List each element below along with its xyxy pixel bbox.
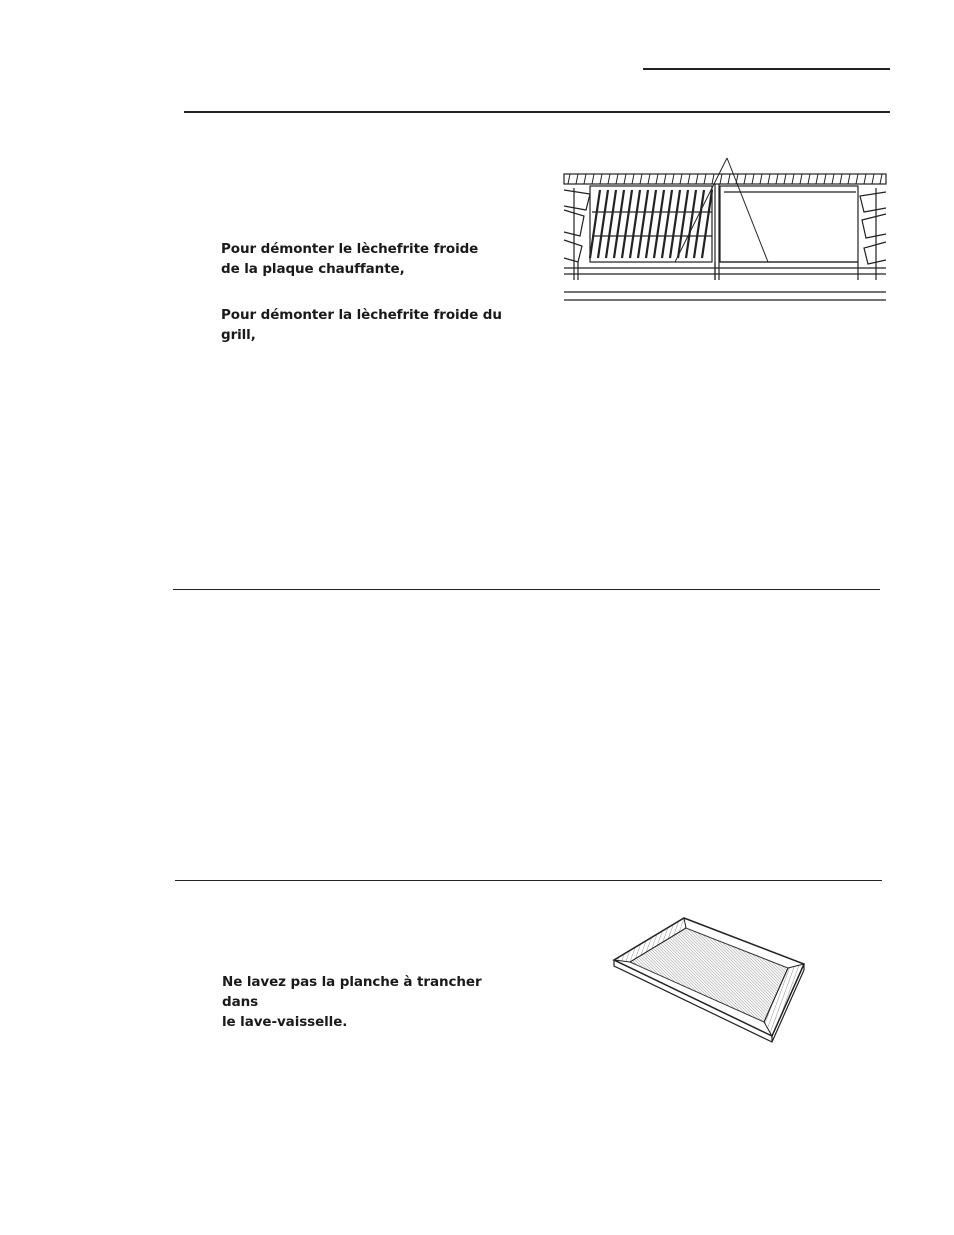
section-rule-2 — [175, 880, 882, 881]
header-rule-long — [184, 111, 890, 113]
cutting-board-illustration — [606, 910, 810, 1044]
cooktop-grill-griddle-illustration — [560, 150, 890, 310]
paragraph-cutting-board-warning: Ne lavez pas la planche à trancher dans le lave-vaisselle. — [222, 974, 482, 1030]
paragraph-grill-pan-removal: Pour démonter la lèchefrite froide du grill, — [221, 307, 502, 343]
section-rule-1 — [173, 589, 880, 590]
paragraph-griddle-pan-removal: Pour démonter le lèchefrite froide de la plaque chauffante, — [221, 241, 479, 277]
header-rule-short — [643, 68, 890, 70]
